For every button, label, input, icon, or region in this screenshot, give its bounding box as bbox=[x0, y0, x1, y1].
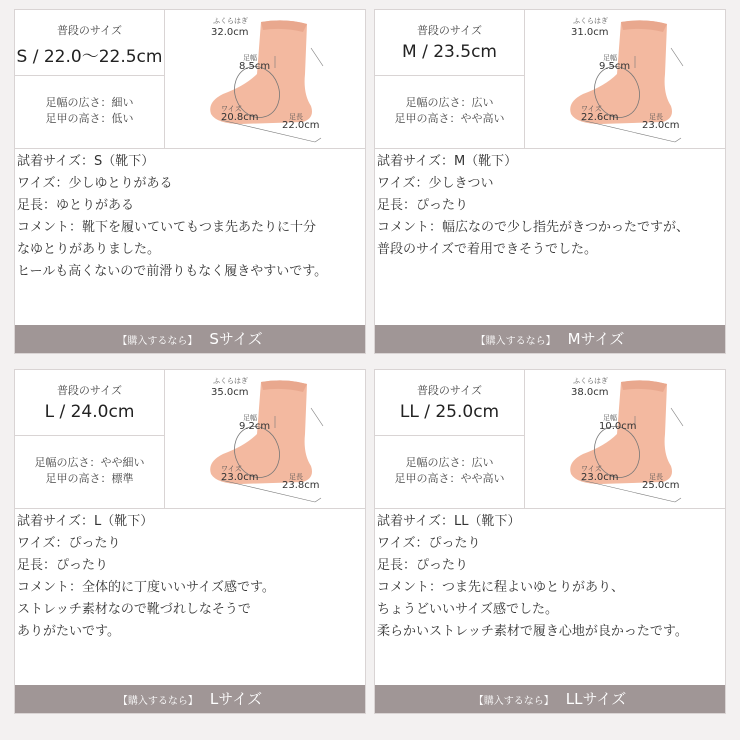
foot-illustration bbox=[525, 370, 725, 508]
review-line: 試着サイズ：L（靴下） bbox=[17, 514, 154, 529]
buy-size-label: Sサイズ bbox=[209, 330, 263, 348]
calf-value: 32.0cm bbox=[211, 27, 249, 38]
buy-size-button[interactable] bbox=[15, 685, 365, 713]
review-line: ありがたいです。 bbox=[17, 624, 120, 639]
length-value: 23.8cm bbox=[282, 480, 320, 491]
buy-size-label: LLサイズ bbox=[565, 690, 627, 708]
wise-value: 23.0cm bbox=[221, 472, 259, 483]
review-line: ヒールも高くないので前滑りもなく履きやすいです。 bbox=[17, 264, 328, 279]
foot-shape-box bbox=[15, 436, 165, 508]
review-line: 足長：ゆとりがある bbox=[17, 198, 135, 213]
usual-size-label: 普段のサイズ bbox=[56, 384, 123, 397]
usual-size-box bbox=[15, 10, 165, 76]
review-line: 柔らかいストレッチ素材で履き心地が良かったです。 bbox=[377, 624, 688, 639]
length-label: 足長 bbox=[649, 113, 663, 121]
foot-illustration bbox=[525, 10, 725, 148]
ankle-label: 足幅 bbox=[243, 414, 257, 422]
size-header bbox=[15, 10, 365, 149]
instep-height-text: 足甲の高さ：低い bbox=[45, 112, 134, 125]
size-header bbox=[15, 370, 365, 509]
wise-value: 23.0cm bbox=[581, 472, 619, 483]
review-line: ワイズ：ぴったり bbox=[17, 536, 121, 551]
foot-illustration bbox=[165, 370, 365, 508]
ankle-value: 8.5cm bbox=[239, 61, 271, 72]
length-label: 足長 bbox=[289, 113, 303, 121]
buy-prefix: 【購入するなら】 bbox=[117, 696, 198, 707]
wise-label: ワイズ bbox=[581, 465, 602, 473]
review-line: なゆとりがありました。 bbox=[17, 242, 161, 257]
ankle-label: 足幅 bbox=[603, 54, 617, 62]
foot-illustration bbox=[165, 10, 365, 148]
review-text bbox=[17, 151, 363, 283]
review-line: ストレッチ素材なので靴づれしなそうで bbox=[17, 602, 251, 617]
length-value: 23.0cm bbox=[642, 120, 680, 131]
ankle-value: 9.5cm bbox=[599, 61, 631, 72]
wise-label: ワイズ bbox=[221, 465, 242, 473]
review-text bbox=[377, 511, 723, 643]
usual-size-box bbox=[375, 370, 525, 436]
wise-value: 20.8cm bbox=[221, 112, 259, 123]
foot-shape-box bbox=[375, 436, 525, 508]
usual-size-label: 普段のサイズ bbox=[416, 384, 483, 397]
foot-width-text: 足幅の広さ：広い bbox=[405, 456, 494, 469]
foot-width-text: 足幅の広さ：細い bbox=[45, 96, 134, 109]
length-value: 25.0cm bbox=[642, 480, 680, 491]
buy-prefix: 【購入するなら】 bbox=[473, 696, 554, 707]
wise-label: ワイズ bbox=[221, 105, 242, 113]
review-line: 試着サイズ：M（靴下） bbox=[377, 154, 518, 169]
usual-size-label: 普段のサイズ bbox=[56, 24, 123, 37]
ankle-label: 足幅 bbox=[243, 54, 257, 62]
review-line: ワイズ：少しゆとりがある bbox=[17, 176, 173, 191]
review-line: コメント：靴下を履いていてもつま先あたりに十分 bbox=[17, 220, 317, 235]
wise-label: ワイズ bbox=[581, 105, 602, 113]
buy-size-button[interactable] bbox=[15, 325, 365, 353]
buy-prefix: 【購入するなら】 bbox=[475, 336, 556, 347]
calf-value: 38.0cm bbox=[571, 387, 609, 398]
calf-label: ふくらはぎ bbox=[573, 17, 608, 25]
instep-height-text: 足甲の高さ：やや高い bbox=[394, 472, 505, 485]
review-line: ワイズ：ぴったり bbox=[377, 536, 481, 551]
buy-size-label: Mサイズ bbox=[567, 330, 625, 348]
review-line: 足長：ぴったり bbox=[377, 558, 469, 573]
length-value: 22.0cm bbox=[282, 120, 320, 131]
usual-size-value: M / 23.5cm bbox=[402, 42, 497, 62]
length-label: 足長 bbox=[649, 473, 663, 481]
usual-size-value: LL / 25.0cm bbox=[399, 402, 500, 422]
calf-label: ふくらはぎ bbox=[213, 377, 248, 385]
size-header bbox=[375, 370, 725, 509]
usual-size-value: S / 22.0〜22.5cm bbox=[16, 47, 163, 67]
review-text bbox=[17, 511, 363, 643]
buy-size-label: Lサイズ bbox=[209, 690, 263, 708]
size-review-card-s bbox=[14, 9, 366, 354]
length-label: 足長 bbox=[289, 473, 303, 481]
review-line: コメント：幅広なので少し指先がきつかったですが、 bbox=[377, 220, 690, 235]
review-line: コメント：つま先に程よいゆとりがあり、 bbox=[377, 580, 625, 595]
size-review-card-ll bbox=[374, 369, 726, 714]
calf-value: 35.0cm bbox=[211, 387, 249, 398]
instep-height-text: 足甲の高さ：やや高い bbox=[394, 112, 505, 125]
foot-measurement-diagram bbox=[165, 370, 365, 508]
buy-size-button[interactable] bbox=[375, 325, 725, 353]
calf-label: ふくらはぎ bbox=[573, 377, 608, 385]
size-header bbox=[375, 10, 725, 149]
review-line: 試着サイズ：LL（靴下） bbox=[377, 514, 521, 529]
calf-label: ふくらはぎ bbox=[213, 17, 248, 25]
foot-measurement-diagram bbox=[525, 370, 725, 508]
review-text bbox=[377, 151, 723, 261]
usual-size-value: L / 24.0cm bbox=[44, 402, 135, 422]
review-line: ちょうどいいサイズ感でした。 bbox=[377, 602, 558, 617]
usual-size-label: 普段のサイズ bbox=[416, 24, 483, 37]
usual-size-box bbox=[375, 10, 525, 76]
foot-measurement-diagram bbox=[525, 10, 725, 148]
ankle-value: 10.0cm bbox=[599, 421, 637, 432]
review-line: コメント：全体的に丁度いいサイズ感です。 bbox=[17, 580, 275, 595]
review-line: 足長：ぴったり bbox=[377, 198, 469, 213]
buy-prefix: 【購入するなら】 bbox=[117, 336, 198, 347]
review-line: ワイズ：少しきつい bbox=[377, 176, 494, 191]
foot-measurement-diagram bbox=[165, 10, 365, 148]
review-line: 試着サイズ：S（靴下） bbox=[17, 154, 155, 169]
foot-width-text: 足幅の広さ：やや細い bbox=[34, 456, 145, 469]
review-line: 足長：ぴったり bbox=[17, 558, 109, 573]
ankle-label: 足幅 bbox=[603, 414, 617, 422]
size-review-card-m bbox=[374, 9, 726, 354]
buy-size-button[interactable] bbox=[375, 685, 725, 713]
size-review-card-l bbox=[14, 369, 366, 714]
calf-value: 31.0cm bbox=[571, 27, 609, 38]
usual-size-box bbox=[15, 370, 165, 436]
wise-value: 22.6cm bbox=[581, 112, 619, 123]
instep-height-text: 足甲の高さ：標準 bbox=[45, 472, 134, 485]
foot-shape-box bbox=[15, 76, 165, 148]
foot-width-text: 足幅の広さ：広い bbox=[405, 96, 494, 109]
ankle-value: 9.2cm bbox=[239, 421, 271, 432]
foot-shape-box bbox=[375, 76, 525, 148]
review-line: 普段のサイズで着用できそうでした。 bbox=[377, 242, 597, 257]
